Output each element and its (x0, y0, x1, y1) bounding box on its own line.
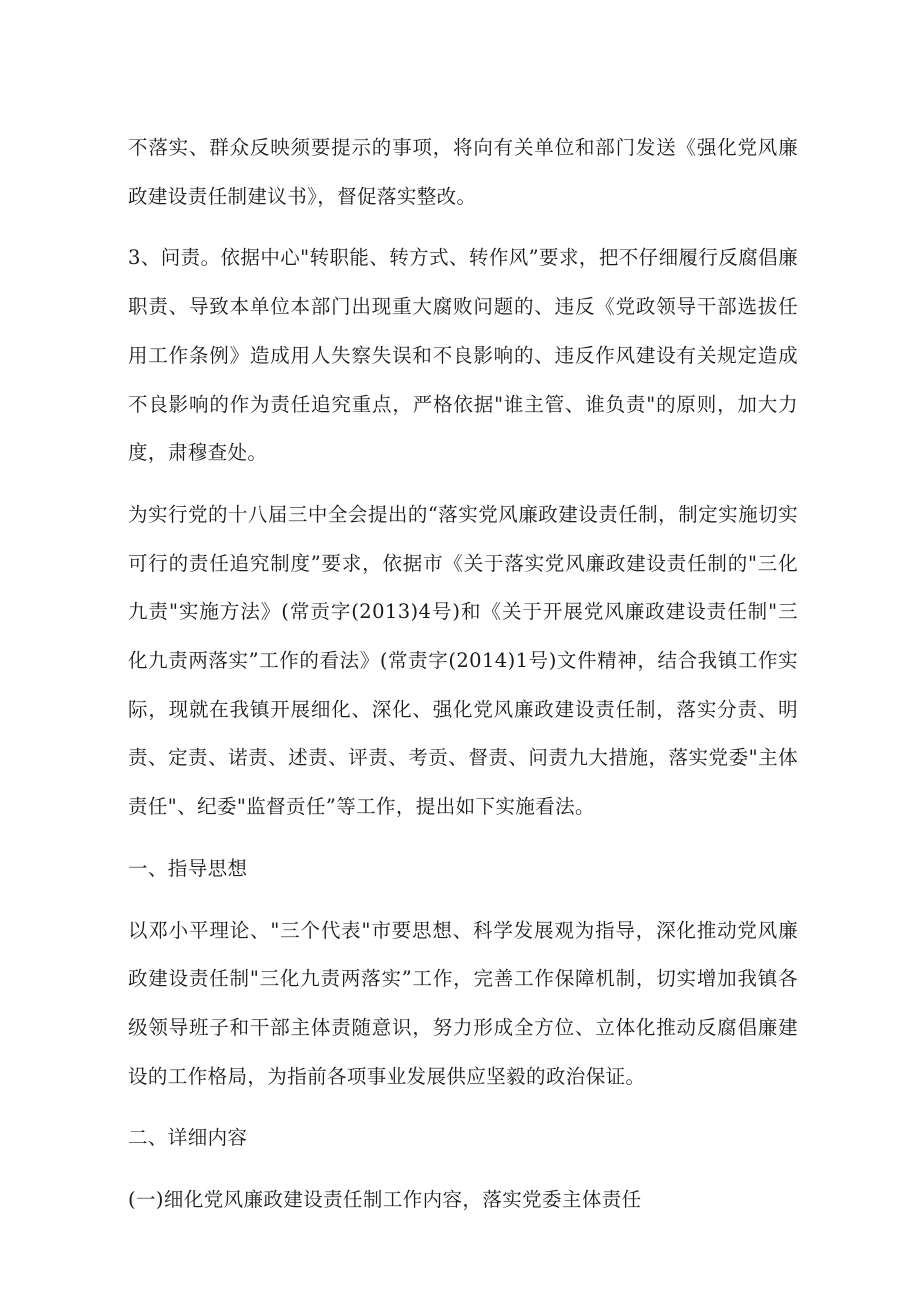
section-heading-detailed-content: 二、详细内容 (128, 1126, 248, 1150)
document-body (128, 124, 798, 1238)
section-heading-guiding-ideology: 一、指导思想 (128, 856, 248, 880)
paragraph-guiding-ideology: 以邓小平理论、"三个代表"市要思想、科学发展观为指导，深化推动党风廉政建设责任制"三化九责两落实”工作，完善工作保障机制，切实增加我镇各级领导班子和干部主体责随意识，努力形成全方位、立体化推动反腐倡廉建设的工作格局，为指前各项事业发展供应坚毅的政治保证。 (128, 918, 798, 1088)
paragraph-implementation-opinion: 为实行党的十八届三中全会提出的“落实党风廉政建设责任制，制定实施切实可行的责任追究制度”要求，依据市《关于落实党风廉政建设责任制的"三化九责"实施方法》(常贡字(2013)4号)和《关于开展党风廉政建设责任制"三化九责两落实”工作的看法》(常责字(2014)1号)文件精神，结合我镇工作实际，现就在我镇开展细化、深化、强化党风廉政建设责任制，落实分责、明责、定责、诺责、述责、评责、考贡、督责、问责九大措施，落实党委"主体责任"、纪委"监督贡任”等工作，提出如下实施看法。 (128, 502, 798, 819)
subsection-heading-refine-responsibility: (一)细化党风廉政建设责任制工作内容，落实党委主体责任 (128, 1188, 642, 1212)
paragraph-accountability: 3、问责。依据中心"转职能、转方式、转作风”要求，把不仔细履行反腐倡廉职责、导致本单位本部门出现重大腐败问题的、违反《党政领导干部选拔任用工作条例》造成用人失察失误和不良影响的、违反作风建设有关规定造成不良影响的作为责任追究重点，严格依据"谁主管、谁负责"的原则，加大力度，肃穆查处。 (128, 246, 798, 465)
paragraph-rectification: 不落实、群众反映须要提示的事项，将向有关单位和部门发送《强化党风廉政建设责任制建议书》，督促落实整改。 (128, 136, 798, 208)
